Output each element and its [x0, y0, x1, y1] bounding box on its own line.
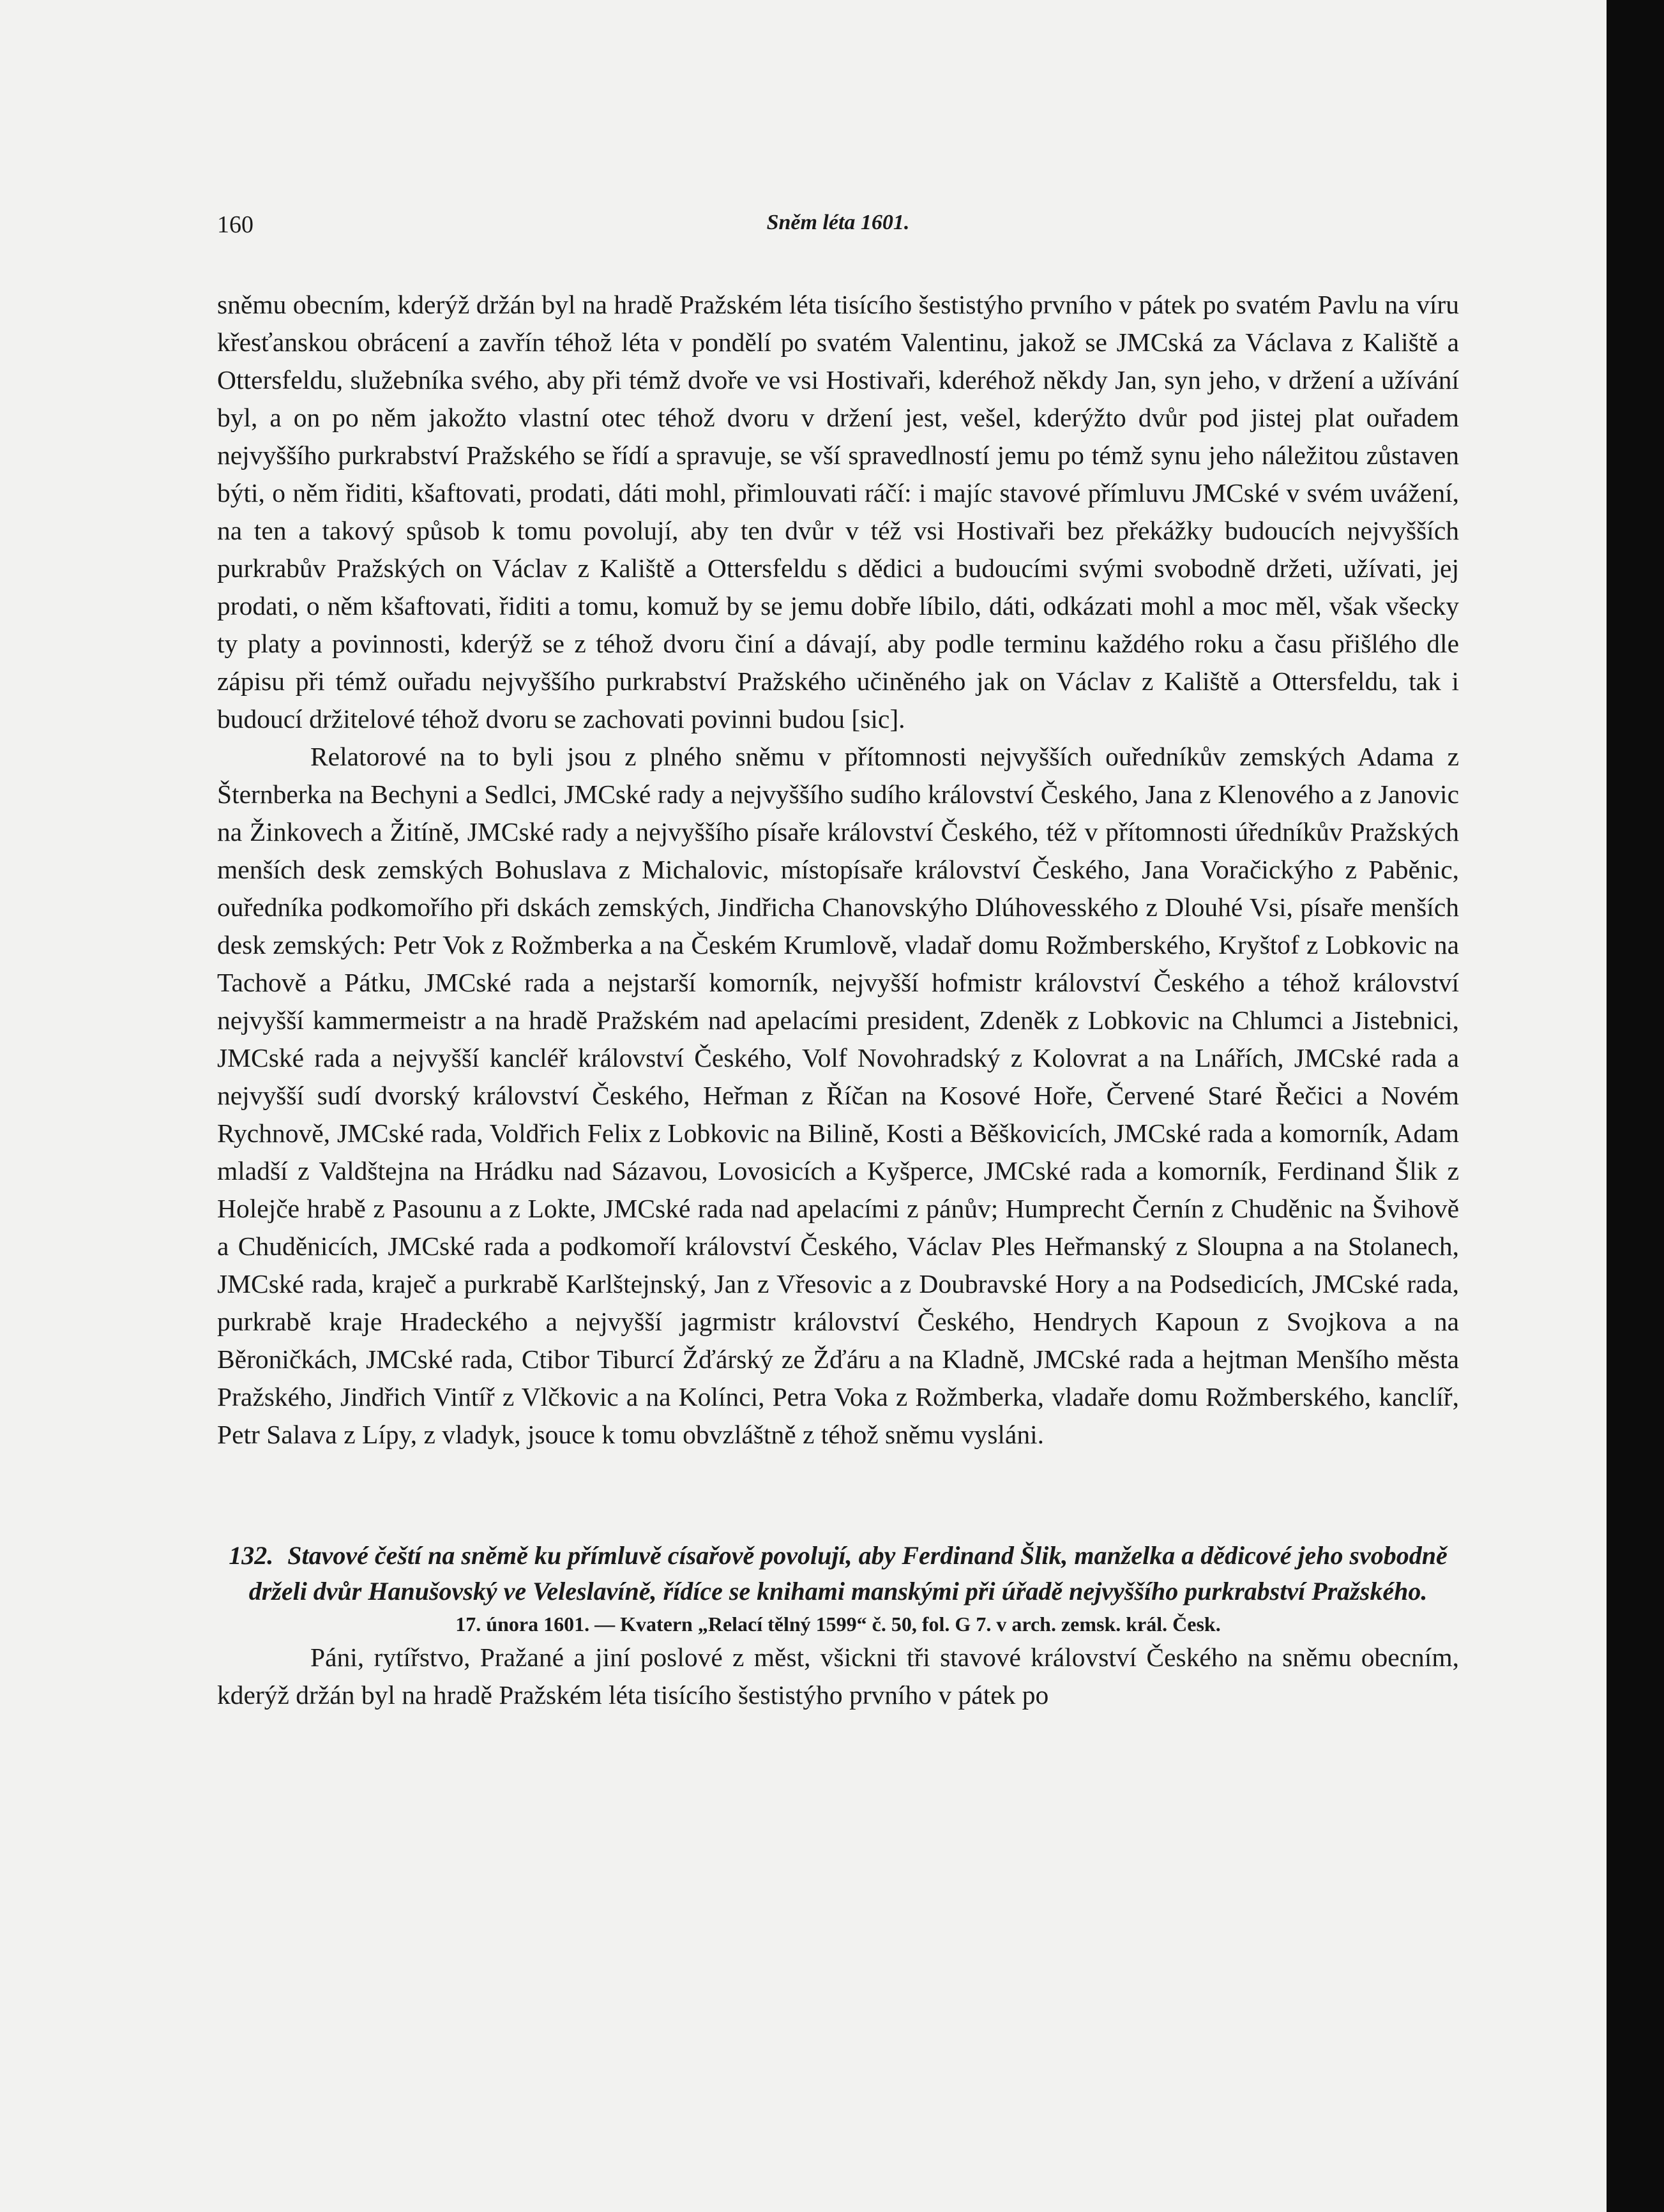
section-gap	[217, 1454, 1459, 1538]
running-header	[217, 211, 1459, 249]
body-text	[217, 286, 1459, 1714]
document-heading	[217, 1538, 1459, 1609]
scan-border	[1607, 0, 1664, 2212]
running-title: Sněm léta 1601.	[766, 211, 910, 234]
paragraph-continuation: sněmu obecním, kderýž držán byl na hradě Pražském léta tisícího šestistýho prvního v pátek po svatém Pavlu na víru křesťanskou obrácení a zavřín téhož léta v pondělí po svatém Valentinu, jakož se JMCská za Václava z Kaliště a Ottersfeldu, služebníka svého, aby při témž dvoře ve vsi Hostivaři, kderéhož někdy Jan, syn jeho, v držení a užívání byl, a on po něm jakožto vlastní otec téhož dvoru v držení jest, vešel, kderýžto dvůr pod jistej plat ouřadem nejvyššího purkrabství Pražského se řídí a spravuje, se vší spravedlností jemu po témž synu jeho náležitou zůstaven býti, o něm řiditi, kšaftovati, prodati, dáti mohl, přimlouvati ráčí: i majíc stavové přímluvu JMCské v svém uvážení, na ten a takový spůsob k tomu povolují, aby ten dvůr v též vsi Hostivaři bez překážky budoucích nejvyšších purkrabův Pražských on Václav z Kaliště a Ottersfeldu s dědici a budoucími svými svobodně držeti, užívati, jej prodati, o něm kšaftovati, řiditi a tomu, komuž by se jemu dobře líbilo, dáti, odkázati mohl a moc měl, však všecky ty platy a povinnosti, kderýž se z téhož dvoru činí a dávají, aby podle terminu každého roku a času přišlého dle zápisu při témž ouřadu nejvyššího purkrabství Pražského učiněného jak on Václav z Kaliště a Ottersfeldu, tak i budoucí držitelové téhož dvoru se zachovati povinni budou [sic].	[217, 290, 1459, 734]
document-heading-text: Stavové čeští na sněmě ku přímluvě císařově povolují, aby Ferdinand Šlik, manželka a dědicové jeho svobodně drželi dvůr Hanušovský ve Veleslavíně, řídíce se knihami manskými při úřadě nejvyššího purkrabství Pražského.	[248, 1541, 1448, 1606]
document-page	[217, 211, 1459, 1714]
page-number: 160	[217, 211, 253, 238]
paragraph-new-document: Páni, rytířstvo, Pražané a jiní poslové z měst, všickni tři stavové království Českého na sněmu obecním, kderýž držán byl na hradě Pražském léta tisícího šestistýho prvního v pátek po	[217, 1643, 1459, 1710]
document-number: 132.	[229, 1541, 274, 1570]
paragraph-relators: Relatorové na to byli jsou z plného sněmu v přítomnosti nejvyšších ouředníkův zemských Adama z Šternberka na Bechyni a Sedlci, JMCské rady a nejvyššího sudího království Českého, Jana z Klenového a z Janovic na Žinkovech a Žitíně, JMCské rady a nejvyššího písaře království Českého, též v přítomnosti úředníkův Pražských menších desk zemských Bohuslava z Michalovic, místopísaře království Českého, Jana Voračickýho z Paběnic, ouředníka podkomořího při dskách zemských, Jindřicha Chanovskýho Dlúhovesského z Dlouhé Vsi, písaře menších desk zemských: Petr Vok z Rožmberka a na Českém Krumlově, vladař domu Rožmberského, Kryštof z Lobkovic na Tachově a Pátku, JMCské rada a nejstarší komorník, nejvyšší hofmistr království Českého a téhož království nejvyšší kammermeistr a na hradě Pražském nad apelacími president, Zdeněk z Lobkovic na Chlumci a Jistebnici, JMCské rada a nejvyšší kancléř království Českého, Volf Novohradský z Kolovrat a na Lnářích, JMCské rada a nejvyšší sudí dvorský království Českého, Heřman z Říčan na Kosové Hoře, Červené Staré Řečici a Novém Rychnově, JMCské rada, Voldřich Felix z Lobkovic na Bilině, Kosti a Běškovicích, JMCské rada a komorník, Adam mladší z Valdštejna na Hrádku nad Sázavou, Lovosicích a Kyšperce, JMCské rada a komorník, Ferdinand Šlik z Holejče hrabě z Pasounu a z Lokte, JMCské rada nad apelacími z pánův; Humprecht Černín z Chuděnic na Švihově a Chuděnicích, JMCské rada a podkomoří království Českého, Václav Ples Heřmanský z Sloupna a na Stolanech, JMCské rada, kraječ a purkrabě Karlštejnský, Jan z Vřesovic a z Doubravské Hory a na Podsedicích, JMCské rada, purkrabě kraje Hradeckého a nejvyšší jagrmistr království Českého, Hendrych Kapoun z Svojkova a na Běroničkách, JMCské rada, Ctibor Tiburcí Žďárský ze Žďáru a na Kladně, JMCské rada a hejtman Menšího města Pražského, Jindřich Vintíř z Vlčkovic a na Kolínci, Petra Voka z Rožmberka, vladaře domu Rožmberského, kanclíř, Petr Salava z Lípy, z vladyk, jsouce k tomu obvzláštně z téhož sněmu vysláni.	[217, 742, 1459, 1449]
source-citation: 17. února 1601. — Kvatern „Relací tělný 1599“ č. 50, fol. G 7. v arch. zemsk. král. Česk.	[455, 1613, 1221, 1636]
